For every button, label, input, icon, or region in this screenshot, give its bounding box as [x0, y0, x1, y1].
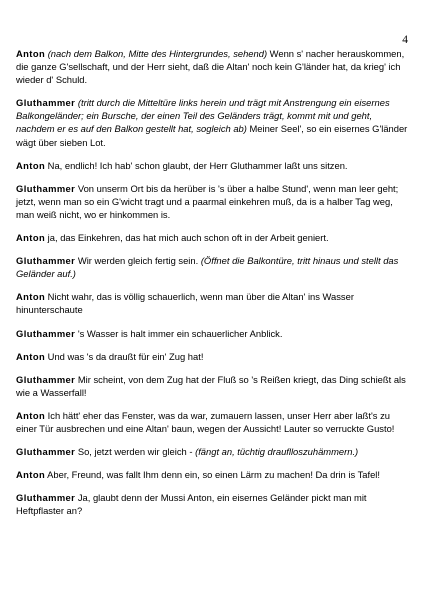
dialogue-paragraph: [16, 159, 412, 172]
stage-direction: (fängt an, tüchtig drauflloszuhämmern.): [195, 446, 359, 458]
dialogue-paragraph: [16, 491, 412, 517]
speaker-name: Gluthammer: [16, 97, 76, 109]
dialogue-paragraph: [16, 182, 412, 221]
speaker-name: Anton: [16, 350, 46, 362]
dialogue-paragraph: [16, 468, 412, 481]
speaker-name: Gluthammer: [16, 492, 76, 504]
spoken-text: Von unserm Ort bis da herüber is 's über a halbe Stund', wenn man leer geht; jetzt, wenn man so ein G'wicht tragt und a paarmal einkehren muß, da is a halber Tag weg, man weiß nicht, wo er hinkommen is.: [16, 182, 399, 220]
dialogue-paragraph: [16, 47, 412, 86]
speaker-name: Anton: [16, 409, 46, 421]
dialogue-paragraph: [16, 327, 412, 340]
spoken-text: Wir werden gleich fertig sein.: [75, 255, 201, 267]
speaker-name: Anton: [16, 291, 46, 303]
dialogue-paragraph: [16, 373, 412, 399]
dialogue-paragraph: [16, 409, 412, 435]
page-number: 4: [402, 34, 408, 46]
spoken-text: Na, endlich! Ich hab' schon glaubt, der Herr Gluthammer laßt uns sitzen.: [45, 159, 348, 171]
speaker-name: Gluthammer: [16, 182, 76, 194]
speaker-name: Anton: [16, 469, 46, 481]
speaker-name: Gluthammer: [16, 255, 76, 267]
speaker-name: Gluthammer: [16, 327, 76, 339]
dialogue-paragraph: [16, 350, 412, 363]
stage-direction: (tritt durch die Mitteltüre links herein und trägt mit Anstrengung ein eisernes Balkongeländer; ein Bursche, der einen Teil des Geländers trägt, kommt mit und geht, nachdem er es auf den Balkon gestellt hat, sogleich ab): [16, 97, 390, 135]
dialogue-paragraph: [16, 231, 412, 244]
dialogue-paragraph: [16, 254, 412, 280]
speaker-name: Anton: [16, 48, 46, 59]
spoken-text: Mir scheint, von dem Zug hat der Fluß so 's Reißen kriegt, das Ding schießt als wie a Wasserfall!: [16, 373, 406, 398]
spoken-text: 's Wasser is halt immer ein schauerlicher Anblick.: [75, 327, 283, 339]
spoken-text: ja, das Einkehren, das hat mich auch schon oft in der Arbeit geniert.: [45, 232, 329, 244]
speaker-name: Anton: [16, 159, 46, 171]
speaker-name: Anton: [16, 232, 46, 244]
spoken-text: Wenn s' nacher herauskommen, die ganze G'sellschaft, und der Herr sieht, daß die Altan' noch kein G'länder hat, da krieg' ich wieder d' Schuld.: [16, 48, 405, 86]
spoken-text: Nicht wahr, das is völlig schauerlich, wenn man über die Altan' ins Wasser hinunterschaute: [16, 291, 354, 316]
spoken-text: Ja, glaubt denn der Mussi Anton, ein eisernes Geländer pickt man mit Heftpflaster an?: [16, 492, 367, 517]
spoken-text: Und was 's da draußt für ein' Zug hat!: [45, 350, 204, 362]
speaker-name: Gluthammer: [16, 373, 76, 385]
stage-direction: (Öffnet die Balkontüre, tritt hinaus und stellt das Geländer auf.): [16, 255, 399, 280]
dialogue-text: [16, 47, 412, 527]
dialogue-paragraph: [16, 96, 412, 148]
spoken-text: So, jetzt werden wir gleich -: [75, 446, 196, 458]
speaker-name: Gluthammer: [16, 446, 76, 458]
spoken-text: Meiner Seel', so ein eisernes G'länder wägt über sieben Lot.: [16, 123, 408, 148]
stage-direction: (nach dem Balkon, Mitte des Hintergrundes, sehend): [47, 48, 268, 59]
spoken-text: Ich hätt' eher das Fenster, was da war, zumauern lassen, unser Herr aber laßt's zu einer Tür ausbrechen und eine Altan' baun, wegen der Aussicht! Lauter so verruckte Gusto!: [16, 409, 395, 434]
spoken-text: Aber, Freund, was fallt Ihm denn ein, so einen Lärm zu machen! Da drin is Tafel!: [45, 469, 380, 481]
dialogue-paragraph: [16, 445, 412, 458]
dialogue-paragraph: [16, 290, 412, 316]
